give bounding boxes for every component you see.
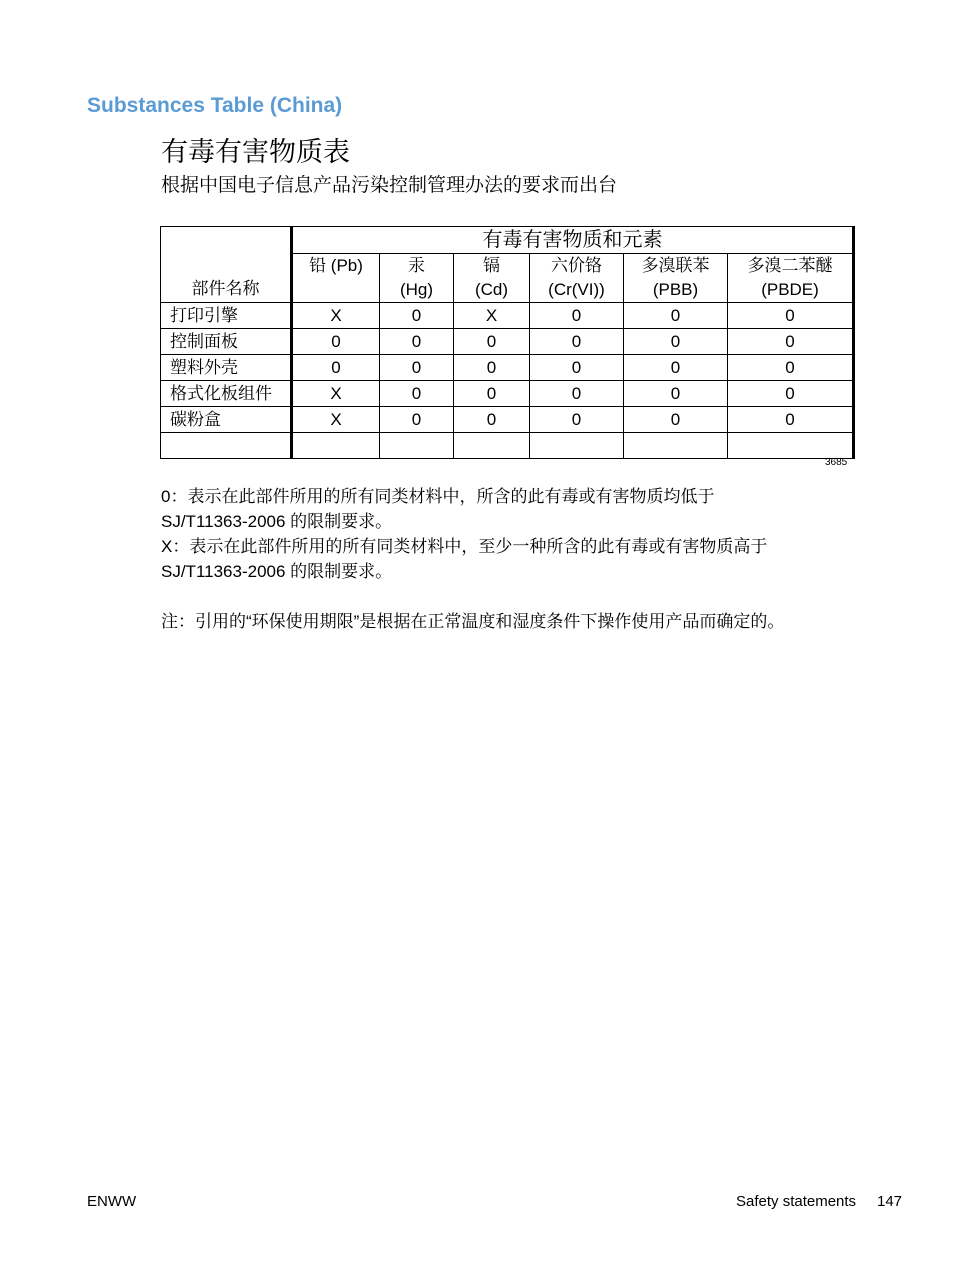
table-row <box>161 381 854 407</box>
column-header <box>380 254 454 303</box>
table-row <box>161 407 854 433</box>
substance-value: 0 <box>454 355 530 381</box>
empty-cell <box>530 433 624 459</box>
substances-table <box>160 226 855 459</box>
note-line: SJ/T11363-2006 的限制要求。 <box>161 562 393 581</box>
substance-value: 0 <box>728 381 854 407</box>
substance-value: 0 <box>530 407 624 433</box>
empty-cell <box>624 433 728 459</box>
substance-value: X <box>292 407 380 433</box>
column-header-cn: 铅 (Pb) <box>309 256 363 275</box>
substance-value: 0 <box>530 303 624 329</box>
substance-value: X <box>454 303 530 329</box>
table-row <box>161 329 854 355</box>
note-line: 注：引用的“环保使用期限”是根据在正常温度和湿度条件下操作使用产品而确定的。 <box>161 612 785 631</box>
notes <box>161 484 784 634</box>
substance-value: X <box>292 381 380 407</box>
note-line: X：表示在此部件所用的所有同类材料中，至少一种所含的此有毒或有害物质高于 <box>161 537 768 556</box>
substance-value: 0 <box>454 381 530 407</box>
figure-code: 3685 <box>825 457 848 468</box>
part-name: 塑料外壳 <box>161 355 292 381</box>
substance-value: 0 <box>624 381 728 407</box>
part-name: 控制面板 <box>161 329 292 355</box>
note-line: SJ/T11363-2006 的限制要求。 <box>161 512 393 531</box>
substance-value: 0 <box>728 407 854 433</box>
column-header-sym: (Cr(VI)) <box>548 280 605 299</box>
substance-value: 0 <box>728 329 854 355</box>
column-header <box>728 254 854 303</box>
empty-row <box>161 433 854 459</box>
empty-cell <box>454 433 530 459</box>
substance-value: 0 <box>530 329 624 355</box>
substance-value: 0 <box>624 355 728 381</box>
group-header: 有毒有害物质和元素 <box>292 227 854 254</box>
empty-cell <box>380 433 454 459</box>
part-name-header-text: 部件名称 <box>191 279 260 298</box>
substance-value: 0 <box>380 355 454 381</box>
substance-value: 0 <box>728 303 854 329</box>
table-row <box>161 303 854 329</box>
part-name: 碳粉盒 <box>161 407 292 433</box>
column-header <box>292 254 380 303</box>
substance-value: X <box>292 303 380 329</box>
column-header-sym: (Hg) <box>399 280 434 299</box>
table-row <box>161 355 854 381</box>
part-name: 格式化板组件 <box>161 381 292 407</box>
part-name: 打印引擎 <box>161 303 292 329</box>
column-header <box>530 254 624 303</box>
substance-value: 0 <box>530 381 624 407</box>
column-header <box>454 254 530 303</box>
footer-left: ENWW <box>87 1193 137 1210</box>
column-header-cn: 六价铬 <box>551 256 602 275</box>
substance-value: 0 <box>454 329 530 355</box>
column-header <box>624 254 728 303</box>
column-header-cn: 多溴二苯醚 <box>747 256 833 275</box>
document-title: 有毒有害物质表 <box>161 137 350 168</box>
column-header-sym: (PBB) <box>652 280 699 299</box>
substance-value: 0 <box>380 381 454 407</box>
part-name-header <box>161 227 292 303</box>
substance-value: 0 <box>624 407 728 433</box>
note-line: 0：表示在此部件所用的所有同类材料中，所含的此有毒或有害物质均低于 <box>161 487 715 506</box>
substance-value: 0 <box>380 303 454 329</box>
substance-value: 0 <box>624 303 728 329</box>
substance-value: 0 <box>530 355 624 381</box>
column-header-cn: 镉 <box>483 256 500 275</box>
empty-cell <box>161 433 292 459</box>
substance-value: 0 <box>380 329 454 355</box>
substance-value: 0 <box>454 407 530 433</box>
column-header-sym: (Cd) <box>474 280 509 299</box>
column-header-cn: 多溴联苯 <box>641 256 710 275</box>
substance-value: 0 <box>380 407 454 433</box>
page-number: 147 <box>877 1193 903 1210</box>
substance-value: 0 <box>624 329 728 355</box>
substance-value: 0 <box>292 355 380 381</box>
column-header-sym: (PBDE) <box>761 280 819 299</box>
footer-section: Safety statements <box>736 1193 857 1210</box>
empty-cell <box>292 433 380 459</box>
empty-cell <box>728 433 854 459</box>
column-header-cn: 汞 <box>408 256 425 275</box>
substance-value: 0 <box>292 329 380 355</box>
section-heading: Substances Table (China) <box>87 94 343 117</box>
document-subtitle: 根据中国电子信息产品污染控制管理办法的要求而出台 <box>161 174 618 196</box>
substance-value: 0 <box>728 355 854 381</box>
